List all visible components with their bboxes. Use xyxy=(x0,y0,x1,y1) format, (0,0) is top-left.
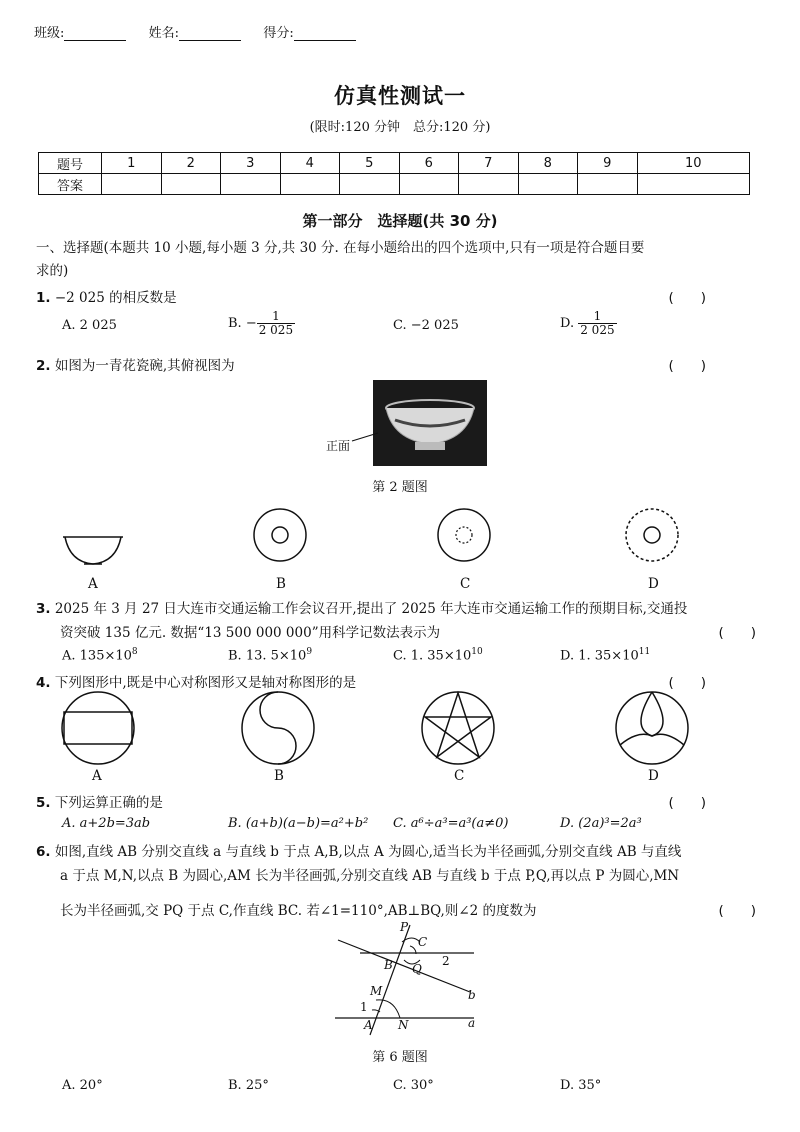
option-exponent: 8 xyxy=(131,647,138,657)
question-text-line-3: 长为半径画弧,交 PQ 于点 C,作直线 BC. 若∠1=110°,AB⊥BQ,则∠2 的度数为 xyxy=(60,903,537,919)
q5-option-a[interactable]: A. a+2b=3ab xyxy=(62,816,151,831)
fig-label-p: P xyxy=(400,920,409,934)
figure-2-caption: 第 2 题图 xyxy=(372,480,428,495)
pentagram-circle-option-c xyxy=(422,692,494,764)
fraction-numerator: 1 xyxy=(257,310,295,324)
table-cell: 8 xyxy=(518,153,578,174)
concentric-solid-option-b xyxy=(254,509,306,561)
question-text: 如图为一青花瓷碗,其俯视图为 xyxy=(54,358,235,374)
q6-option-a[interactable]: A. 20° xyxy=(62,1078,103,1093)
q1-option-a[interactable]: A. 2 025 xyxy=(62,318,117,333)
question-6-line-3 xyxy=(60,899,756,919)
table-header-number: 题号 xyxy=(39,153,102,174)
table-header-answer: 答案 xyxy=(39,174,102,195)
page-subtitle: (限时:120 分钟 总分:120 分) xyxy=(309,120,491,135)
table-cell: 7 xyxy=(459,153,519,174)
answer-cell[interactable] xyxy=(399,174,459,195)
option-text: B. 13. 5×10 xyxy=(228,648,307,664)
option-exponent: 9 xyxy=(306,647,313,657)
score-label: 得分: xyxy=(263,26,294,41)
circle-rectangle-option-a xyxy=(62,692,134,764)
fig-label-small-a: a xyxy=(468,1016,476,1030)
page-title: 仿真性测试一 xyxy=(334,84,466,108)
name-label: 姓名: xyxy=(148,26,180,41)
q4-label-c[interactable]: C xyxy=(454,768,465,784)
class-blank[interactable] xyxy=(64,26,126,41)
question-number: 2. xyxy=(36,358,51,374)
answer-cell[interactable] xyxy=(102,174,162,195)
answer-bracket[interactable]: ( ) xyxy=(668,795,706,811)
fig-label-a: A xyxy=(364,1018,373,1032)
answer-bracket[interactable]: ( ) xyxy=(718,625,756,641)
dashed-outer-option-d xyxy=(626,509,678,561)
question-4 xyxy=(36,671,756,691)
class-label: 班级: xyxy=(34,26,65,41)
option-text: C. 1. 35×10 xyxy=(393,648,472,664)
q1-option-c[interactable]: C. −2 025 xyxy=(393,318,459,333)
question-text: 下列运算正确的是 xyxy=(54,795,163,811)
question-text-line-1: 2025 年 3 月 27 日大连市交通运输工作会议召开,提出了 2025 年大连市交通运输工作的预期目标,交通投 xyxy=(54,601,688,617)
question-text: 下列图形中,既是中心对称图形又是轴对称图形的是 xyxy=(54,675,357,691)
table-cell: 5 xyxy=(340,153,400,174)
q6-option-d[interactable]: D. 35° xyxy=(560,1078,602,1093)
q3-option-b[interactable] xyxy=(228,647,312,663)
option-text: D. 1. 35×10 xyxy=(560,648,639,664)
q3-option-c[interactable] xyxy=(393,647,483,663)
question-number: 6. xyxy=(36,844,51,860)
q2-label-c[interactable]: C xyxy=(460,576,471,592)
front-pointer-line xyxy=(350,430,380,444)
answer-cell[interactable] xyxy=(161,174,221,195)
question-text: −2 025 的相反数是 xyxy=(54,290,177,306)
q5-option-d[interactable]: D. (2a)³=2a³ xyxy=(560,816,642,831)
table-cell: 1 xyxy=(102,153,162,174)
instruction-line-1: 一、选择题(本题共 10 小题,每小题 3 分,共 30 分. 在每小题给出的四个选项中,只有一项是符合题目要 xyxy=(36,240,645,256)
q4-label-a[interactable]: A xyxy=(92,768,102,784)
answer-cell[interactable] xyxy=(221,174,281,195)
question-text-line-2: 资突破 135 亿元. 数据“13 500 000 000”用科学记数法表示为 xyxy=(60,625,441,641)
fig-label-m: M xyxy=(370,984,383,998)
bowl-side-view-option-a xyxy=(63,537,123,564)
q4-options-figures xyxy=(40,690,760,770)
answer-table-answer-row xyxy=(39,174,750,195)
question-6-line-2: a 于点 M,N,以点 B 为圆心,AM 长为半径画弧,分别交直线 AB 与直线 b 于点 P,Q,再以点 P 为圆心,MN xyxy=(60,868,680,884)
table-cell: 10 xyxy=(637,153,750,174)
fraction-numerator: 1 xyxy=(578,310,616,324)
q2-label-a[interactable]: A xyxy=(88,576,98,592)
q6-option-b[interactable]: B. 25° xyxy=(228,1078,269,1093)
fig-label-b: B xyxy=(384,958,393,972)
dashed-inner-option-c xyxy=(438,509,490,561)
q3-option-a[interactable] xyxy=(62,647,138,663)
figure-6-caption: 第 6 题图 xyxy=(372,1050,428,1065)
question-2 xyxy=(36,354,756,374)
fraction-denominator: 2 025 xyxy=(580,323,615,337)
instruction-line-2: 求的) xyxy=(36,263,69,279)
question-3-line-2 xyxy=(60,621,756,641)
table-cell: 2 xyxy=(161,153,221,174)
score-blank[interactable] xyxy=(294,26,356,41)
table-cell: 9 xyxy=(578,153,638,174)
answer-bracket[interactable]: ( ) xyxy=(668,675,706,691)
question-text-line-1: 如图,直线 AB 分别交直线 a 与直线 b 于点 A,B,以点 A 为圆心,适当长为半径画弧,分别交直线 AB 与直线 xyxy=(54,844,682,860)
q5-option-b[interactable]: B. (a+b)(a−b)=a²+b² xyxy=(228,816,369,831)
answer-cell[interactable] xyxy=(578,174,638,195)
table-cell: 3 xyxy=(221,153,281,174)
student-info-header xyxy=(34,22,356,41)
answer-table-number-row xyxy=(39,153,750,174)
q4-label-d[interactable]: D xyxy=(648,768,659,784)
option-d-prefix: D. xyxy=(560,316,575,331)
fig-label-n: N xyxy=(398,1018,409,1032)
section-title: 第一部分 选择题(共 30 分) xyxy=(302,212,498,230)
question-6 xyxy=(36,840,756,860)
question-number: 5. xyxy=(36,795,51,811)
table-cell: 6 xyxy=(399,153,459,174)
fig-label-q: Q xyxy=(412,962,422,976)
bowl-photo xyxy=(373,380,487,466)
option-b-prefix: B. − xyxy=(228,316,257,331)
question-1 xyxy=(36,286,756,306)
bowl-photo-drawing xyxy=(373,380,487,466)
fig-label-1: 1 xyxy=(360,1000,368,1014)
question-number: 1. xyxy=(36,290,51,306)
question-number: 4. xyxy=(36,675,51,691)
answer-bracket[interactable]: ( ) xyxy=(668,358,706,374)
option-exponent: 11 xyxy=(638,647,651,657)
fraction-denominator: 2 025 xyxy=(258,323,294,337)
answer-cell[interactable] xyxy=(340,174,400,195)
question-5 xyxy=(36,791,756,811)
answer-cell[interactable] xyxy=(459,174,519,195)
q3-option-d[interactable] xyxy=(560,647,650,663)
three-arcs-circle-option-d xyxy=(616,692,688,764)
answer-cell[interactable] xyxy=(280,174,340,195)
answer-bracket[interactable]: ( ) xyxy=(668,290,706,306)
q6-option-c[interactable]: C. 30° xyxy=(393,1078,434,1093)
fig-label-2: 2 xyxy=(442,954,450,968)
q1-option-d[interactable] xyxy=(560,310,617,337)
option-text: A. 135×10 xyxy=(62,648,132,664)
fig-label-c: C xyxy=(418,935,428,949)
table-cell: 4 xyxy=(280,153,340,174)
line-b xyxy=(338,940,470,992)
q5-option-c[interactable]: C. a⁶÷a³=a³(a≠0) xyxy=(393,816,509,831)
option-exponent: 10 xyxy=(471,647,483,657)
answer-table xyxy=(38,152,750,195)
yin-yang-option-b xyxy=(242,692,314,764)
front-label: 正面 xyxy=(326,439,351,453)
answer-cell[interactable] xyxy=(637,174,750,195)
answer-cell[interactable] xyxy=(518,174,578,195)
question-number: 3. xyxy=(36,601,51,617)
name-blank[interactable] xyxy=(179,26,241,41)
q2-label-b[interactable]: B xyxy=(276,576,286,592)
q4-label-b[interactable]: B xyxy=(274,768,284,784)
q2-label-d[interactable]: D xyxy=(648,576,659,592)
fig-label-small-b: b xyxy=(468,988,476,1002)
question-3 xyxy=(36,597,756,617)
q1-option-b[interactable] xyxy=(228,310,295,337)
answer-bracket[interactable]: ( ) xyxy=(718,903,756,919)
